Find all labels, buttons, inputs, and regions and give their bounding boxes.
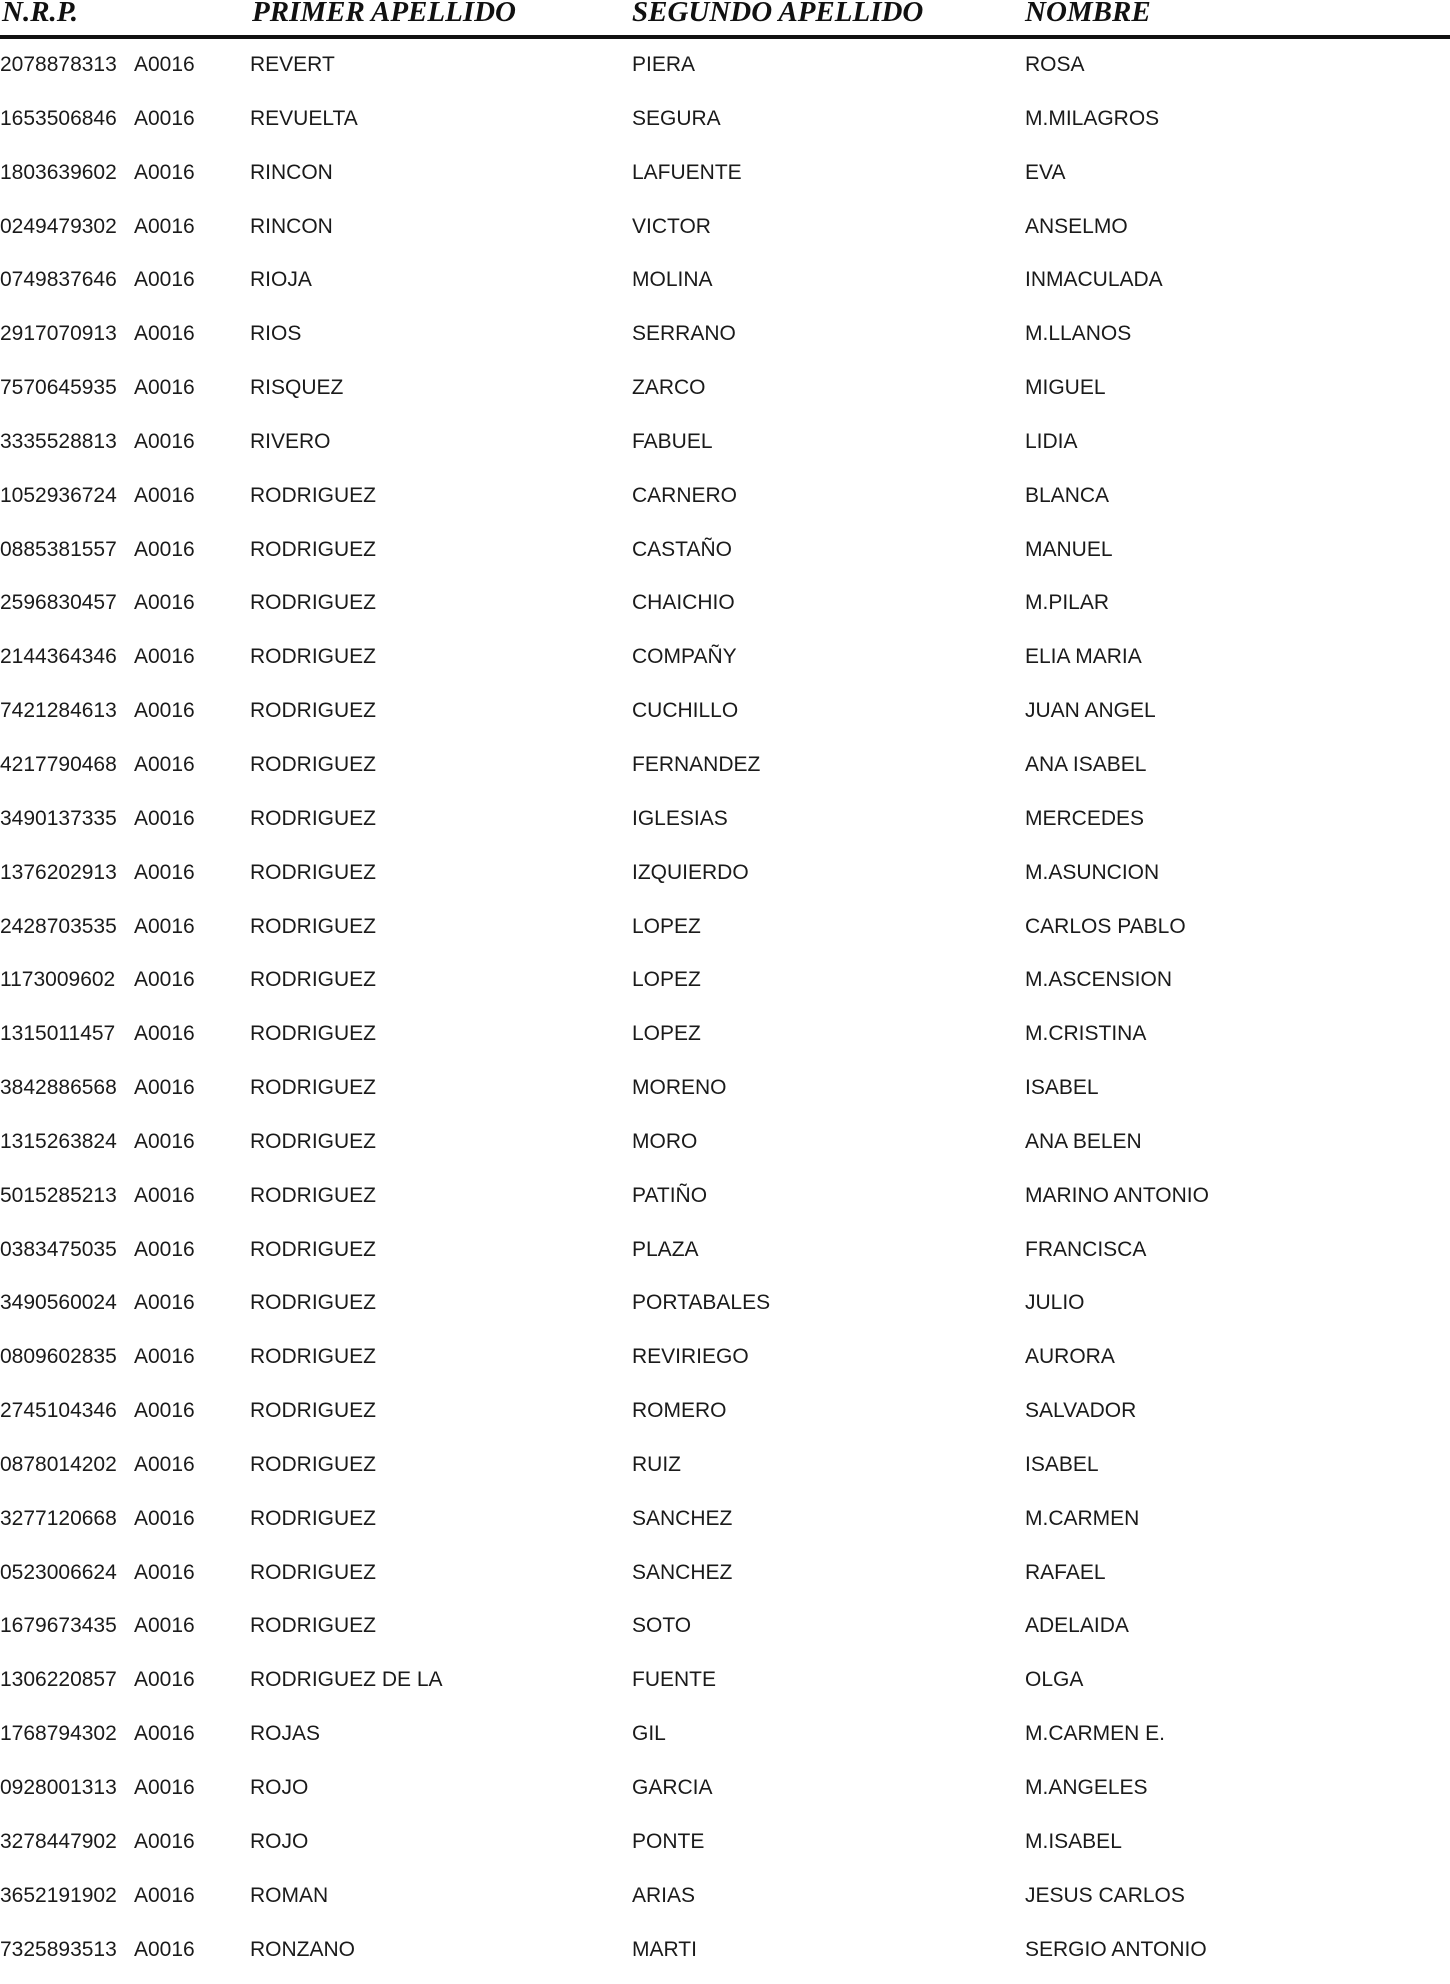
cell-nombre: ANA BELEN	[1025, 1129, 1142, 1153]
table-row	[0, 1500, 1450, 1554]
cell-nombre: EVA	[1025, 160, 1066, 184]
table-row	[0, 692, 1450, 746]
cell-segundo-apellido: LOPEZ	[632, 968, 701, 992]
table-row	[0, 46, 1450, 100]
cell-segundo-apellido: IZQUIERDO	[632, 860, 749, 884]
header-nrp: N.R.P.	[2, 0, 79, 28]
cell-primer-apellido: RIOS	[250, 322, 302, 346]
cell-primer-apellido: RONZANO	[250, 1937, 355, 1961]
cell-primer-apellido: RODRIGUEZ	[250, 645, 376, 669]
cell-segundo-apellido: CASTAÑO	[632, 537, 732, 561]
cell-nrp: 2078878313	[0, 53, 117, 76]
cell-nrp: 0383475035	[0, 1237, 117, 1261]
cell-segundo-apellido: SERRANO	[632, 322, 736, 346]
cell-segundo-apellido: PIERA	[632, 53, 696, 76]
cell-segundo-apellido: COMPAÑY	[632, 645, 737, 669]
cell-nrp: 1306220857	[0, 1668, 117, 1692]
cell-segundo-apellido: REVIRIEGO	[632, 1345, 749, 1369]
cell-code: A0016	[134, 914, 195, 938]
cell-primer-apellido: RODRIGUEZ	[250, 483, 376, 507]
table-row	[0, 1554, 1450, 1608]
cell-nrp: 3277120668	[0, 1506, 117, 1530]
cell-code: A0016	[134, 53, 195, 76]
cell-nombre: M.ASCENSION	[1025, 968, 1173, 992]
cell-nombre: M.CARMEN E.	[1025, 1722, 1166, 1746]
cell-nombre: ELIA MARIA	[1025, 645, 1142, 669]
cell-code: A0016	[134, 1076, 195, 1100]
cell-nombre: JUAN ANGEL	[1025, 699, 1156, 723]
cell-nrp: 3335528813	[0, 429, 117, 453]
cell-segundo-apellido: MOLINA	[632, 268, 713, 292]
table-row	[0, 477, 1450, 531]
cell-segundo-apellido: MORENO	[632, 1076, 727, 1100]
cell-code: A0016	[134, 1776, 195, 1799]
cell-nombre: INMACULADA	[1025, 268, 1163, 292]
cell-segundo-apellido: VICTOR	[632, 214, 711, 238]
cell-primer-apellido: RODRIGUEZ	[250, 1614, 376, 1638]
cell-primer-apellido: RODRIGUEZ	[250, 1399, 376, 1423]
cell-nrp: 0928001313	[0, 1776, 117, 1799]
cell-primer-apellido: RODRIGUEZ	[250, 968, 376, 992]
cell-primer-apellido: REVERT	[250, 53, 335, 76]
cell-segundo-apellido: SOTO	[632, 1614, 692, 1638]
cell-nombre: JULIO	[1025, 1291, 1085, 1315]
cell-nombre: OLGA	[1025, 1668, 1084, 1692]
table-row	[0, 1823, 1450, 1877]
cell-nombre: ISABEL	[1025, 1076, 1099, 1100]
cell-segundo-apellido: SEGURA	[632, 106, 721, 130]
cell-nrp: 1679673435	[0, 1614, 117, 1638]
table-row	[0, 1446, 1450, 1500]
header-nombre: NOMBRE	[1025, 0, 1151, 28]
table-row	[0, 1231, 1450, 1285]
cell-segundo-apellido: ZARCO	[632, 376, 706, 400]
cell-nombre: M.ASUNCION	[1025, 860, 1160, 884]
cell-segundo-apellido: LAFUENTE	[632, 160, 742, 184]
cell-nombre: M.PILAR	[1025, 591, 1110, 615]
cell-code: A0016	[134, 1883, 195, 1907]
header-primer-apellido: PRIMER APELLIDO	[252, 0, 516, 28]
cell-code: A0016	[134, 376, 195, 400]
cell-code: A0016	[134, 1237, 195, 1261]
cell-nrp: 3278447902	[0, 1829, 117, 1853]
cell-code: A0016	[134, 1452, 195, 1476]
cell-nrp: 5015285213	[0, 1183, 117, 1207]
table-row	[0, 1177, 1450, 1231]
cell-nombre: M.LLANOS	[1025, 322, 1132, 346]
cell-segundo-apellido: RUIZ	[632, 1452, 681, 1476]
cell-primer-apellido: RODRIGUEZ	[250, 1560, 376, 1584]
cell-nombre: MIGUEL	[1025, 376, 1106, 400]
cell-code: A0016	[134, 483, 195, 507]
cell-primer-apellido: RODRIGUEZ	[250, 806, 376, 830]
cell-nombre: CARLOS PABLO	[1025, 914, 1186, 938]
table-row	[0, 154, 1450, 208]
cell-code: A0016	[134, 268, 195, 292]
cell-code: A0016	[134, 752, 195, 776]
cell-code: A0016	[134, 860, 195, 884]
table-row	[0, 100, 1450, 154]
table-row	[0, 1284, 1450, 1338]
table-row	[0, 531, 1450, 585]
cell-code: A0016	[134, 645, 195, 669]
cell-nombre: JESUS CARLOS	[1025, 1883, 1185, 1907]
cell-primer-apellido: RINCON	[250, 160, 333, 184]
cell-nombre: SALVADOR	[1025, 1399, 1137, 1423]
cell-primer-apellido: RODRIGUEZ	[250, 591, 376, 615]
cell-nrp: 0523006624	[0, 1560, 117, 1584]
cell-segundo-apellido: MORO	[632, 1129, 698, 1153]
table-row	[0, 1015, 1450, 1069]
cell-primer-apellido: RISQUEZ	[250, 376, 344, 400]
table-row	[0, 800, 1450, 854]
cell-segundo-apellido: PORTABALES	[632, 1291, 771, 1315]
cell-nrp: 2745104346	[0, 1399, 117, 1423]
cell-nrp: 7570645935	[0, 376, 117, 400]
cell-code: A0016	[134, 322, 195, 346]
cell-code: A0016	[134, 106, 195, 130]
table-row	[0, 1392, 1450, 1446]
cell-nombre: ISABEL	[1025, 1452, 1099, 1476]
cell-code: A0016	[134, 537, 195, 561]
cell-segundo-apellido: CUCHILLO	[632, 699, 739, 723]
cell-nrp: 1768794302	[0, 1722, 117, 1746]
cell-primer-apellido: RODRIGUEZ	[250, 537, 376, 561]
table-row	[0, 1338, 1450, 1392]
cell-nrp: 1173009602	[0, 968, 116, 992]
cell-nrp: 0809602835	[0, 1345, 117, 1369]
cell-segundo-apellido: FUENTE	[632, 1668, 716, 1692]
cell-nombre: ANA ISABEL	[1025, 752, 1147, 776]
cell-code: A0016	[134, 1829, 195, 1853]
cell-nrp: 3652191902	[0, 1883, 117, 1907]
cell-primer-apellido: RODRIGUEZ	[250, 1452, 376, 1476]
cell-nrp: 2144364346	[0, 645, 117, 669]
cell-primer-apellido: RODRIGUEZ DE LA	[250, 1668, 443, 1692]
cell-code: A0016	[134, 1722, 195, 1746]
table-row	[0, 1931, 1450, 1984]
cell-primer-apellido: RODRIGUEZ	[250, 1022, 376, 1046]
table-row	[0, 1123, 1450, 1177]
cell-nrp: 1315011457	[0, 1022, 116, 1046]
cell-segundo-apellido: IGLESIAS	[632, 806, 728, 830]
cell-code: A0016	[134, 429, 195, 453]
cell-nombre: M.ISABEL	[1025, 1829, 1122, 1853]
cell-nombre: FRANCISCA	[1025, 1237, 1147, 1261]
cell-primer-apellido: RODRIGUEZ	[250, 1506, 376, 1530]
cell-nrp: 0878014202	[0, 1452, 117, 1476]
cell-nombre: M.ANGELES	[1025, 1776, 1148, 1799]
cell-nombre: M.CARMEN	[1025, 1506, 1140, 1530]
cell-segundo-apellido: CARNERO	[632, 483, 738, 507]
cell-nrp: 3842886568	[0, 1076, 117, 1100]
cell-segundo-apellido: LOPEZ	[632, 1022, 701, 1046]
cell-code: A0016	[134, 968, 195, 992]
table-row	[0, 854, 1450, 908]
cell-primer-apellido: RODRIGUEZ	[250, 914, 376, 938]
table-row	[0, 746, 1450, 800]
cell-code: A0016	[134, 1668, 195, 1692]
cell-nrp: 2428703535	[0, 914, 117, 938]
table-row	[0, 1607, 1450, 1661]
cell-nombre: SERGIO ANTONIO	[1025, 1937, 1207, 1961]
cell-segundo-apellido: GIL	[632, 1722, 666, 1746]
cell-nrp: 2917070913	[0, 322, 117, 346]
cell-segundo-apellido: MARTI	[632, 1937, 697, 1961]
cell-nrp: 0249479302	[0, 214, 117, 238]
cell-nrp: 1803639602	[0, 160, 117, 184]
cell-nombre: MERCEDES	[1025, 806, 1145, 830]
cell-nombre: AURORA	[1025, 1345, 1115, 1369]
table-row	[0, 638, 1450, 692]
cell-code: A0016	[134, 160, 195, 184]
table-row	[0, 315, 1450, 369]
cell-code: A0016	[134, 1291, 195, 1315]
cell-segundo-apellido: ARIAS	[632, 1883, 696, 1907]
table-row	[0, 584, 1450, 638]
cell-segundo-apellido: ROMERO	[632, 1399, 727, 1423]
table-row	[0, 369, 1450, 423]
table-row	[0, 908, 1450, 962]
cell-segundo-apellido: LOPEZ	[632, 914, 701, 938]
cell-code: A0016	[134, 1345, 195, 1369]
cell-nrp: 4217790468	[0, 752, 117, 776]
cell-nrp: 0885381557	[0, 537, 117, 561]
cell-nombre: M.CRISTINA	[1025, 1022, 1147, 1046]
cell-primer-apellido: RINCON	[250, 214, 333, 238]
cell-segundo-apellido: GARCIA	[632, 1776, 713, 1799]
cell-code: A0016	[134, 806, 195, 830]
table-body	[0, 46, 1450, 1984]
cell-primer-apellido: RIVERO	[250, 429, 331, 453]
cell-nombre: MANUEL	[1025, 537, 1113, 561]
table-row	[0, 423, 1450, 477]
cell-code: A0016	[134, 591, 195, 615]
cell-nrp: 7421284613	[0, 699, 117, 723]
table-row	[0, 1769, 1450, 1823]
cell-primer-apellido: REVUELTA	[250, 106, 358, 130]
cell-code: A0016	[134, 214, 195, 238]
table-header	[0, 0, 1450, 38]
table-row	[0, 961, 1450, 1015]
cell-nombre: LIDIA	[1025, 429, 1078, 453]
cell-nombre: ANSELMO	[1025, 214, 1128, 238]
cell-code: A0016	[134, 699, 195, 723]
cell-primer-apellido: ROMAN	[250, 1883, 329, 1907]
cell-primer-apellido: RODRIGUEZ	[250, 1237, 376, 1261]
table-row	[0, 1715, 1450, 1769]
cell-nrp: 2596830457	[0, 591, 117, 615]
cell-segundo-apellido: PLAZA	[632, 1237, 699, 1261]
cell-primer-apellido: ROJO	[250, 1776, 309, 1799]
table-row	[0, 1069, 1450, 1123]
cell-segundo-apellido: PONTE	[632, 1829, 705, 1853]
cell-code: A0016	[134, 1022, 195, 1046]
cell-nrp: 0749837646	[0, 268, 117, 292]
cell-nrp: 3490137335	[0, 806, 117, 830]
cell-nrp: 1376202913	[0, 860, 117, 884]
cell-code: A0016	[134, 1614, 195, 1638]
cell-primer-apellido: RODRIGUEZ	[250, 1076, 376, 1100]
cell-segundo-apellido: PATIÑO	[632, 1183, 708, 1207]
cell-primer-apellido: RODRIGUEZ	[250, 1183, 376, 1207]
cell-primer-apellido: RODRIGUEZ	[250, 699, 376, 723]
cell-primer-apellido: RODRIGUEZ	[250, 860, 376, 884]
cell-nrp: 3490560024	[0, 1291, 117, 1315]
cell-primer-apellido: RIOJA	[250, 268, 312, 292]
cell-code: A0016	[134, 1560, 195, 1584]
cell-nombre: M.MILAGROS	[1025, 106, 1160, 130]
header-rule	[0, 35, 1450, 39]
table-row	[0, 1877, 1450, 1931]
cell-segundo-apellido: SANCHEZ	[632, 1506, 733, 1530]
cell-nombre: MARINO ANTONIO	[1025, 1183, 1209, 1207]
cell-nrp: 7325893513	[0, 1937, 117, 1961]
table-row	[0, 208, 1450, 262]
cell-nombre: ADELAIDA	[1025, 1614, 1129, 1638]
table-row	[0, 261, 1450, 315]
cell-nrp: 1653506846	[0, 106, 117, 130]
table-row	[0, 1661, 1450, 1715]
cell-nombre: ROSA	[1025, 53, 1085, 76]
cell-primer-apellido: RODRIGUEZ	[250, 1291, 376, 1315]
cell-code: A0016	[134, 1129, 195, 1153]
cell-segundo-apellido: FERNANDEZ	[632, 752, 761, 776]
cell-code: A0016	[134, 1506, 195, 1530]
cell-nombre: RAFAEL	[1025, 1560, 1106, 1584]
cell-nrp: 1052936724	[0, 483, 117, 507]
cell-code: A0016	[134, 1183, 195, 1207]
cell-primer-apellido: RODRIGUEZ	[250, 1345, 376, 1369]
cell-segundo-apellido: CHAICHIO	[632, 591, 735, 615]
header-segundo-apellido: SEGUNDO APELLIDO	[632, 0, 924, 28]
cell-primer-apellido: ROJAS	[250, 1722, 321, 1746]
cell-segundo-apellido: FABUEL	[632, 429, 713, 453]
cell-segundo-apellido: SANCHEZ	[632, 1560, 733, 1584]
cell-primer-apellido: ROJO	[250, 1829, 309, 1853]
cell-code: A0016	[134, 1937, 195, 1961]
cell-code: A0016	[134, 1399, 195, 1423]
cell-primer-apellido: RODRIGUEZ	[250, 1129, 376, 1153]
cell-nombre: BLANCA	[1025, 483, 1110, 507]
cell-primer-apellido: RODRIGUEZ	[250, 752, 376, 776]
cell-nrp: 1315263824	[0, 1129, 117, 1153]
